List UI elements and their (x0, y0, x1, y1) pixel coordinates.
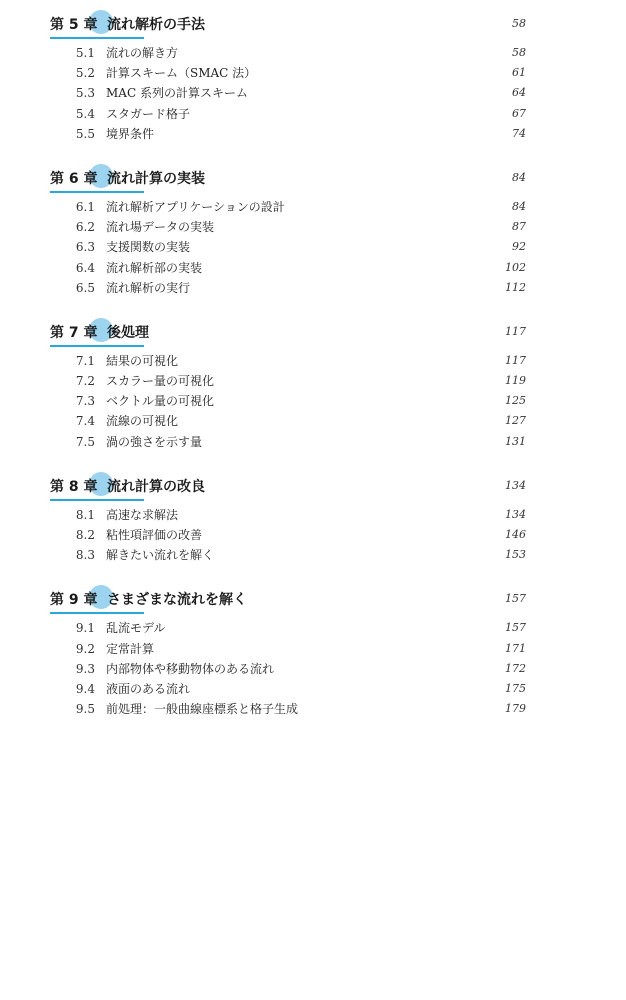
section-page-number: 74 (512, 126, 526, 140)
section-number: 7.4 (75, 414, 95, 429)
section-title: 高速な求解法 (106, 507, 179, 522)
section-number: 6.2 (75, 220, 95, 235)
section-entry[interactable] (0, 391, 626, 411)
section-page-number: 112 (505, 280, 526, 294)
section-number: 6.4 (75, 260, 95, 275)
section-title: 前処理：一般曲線座標系と格子生成 (106, 702, 299, 717)
section-number: 9.2 (75, 641, 95, 656)
section-entry[interactable] (0, 217, 626, 237)
chapter-page-number: 58 (512, 17, 526, 30)
section-list (0, 43, 626, 144)
section-number: 6.3 (75, 240, 95, 255)
chapter-page-number: 134 (505, 478, 526, 492)
section-entry[interactable] (0, 197, 626, 217)
section-title: MAC 系列の計算スキーム (106, 86, 248, 101)
section-title: 流線の可視化 (106, 414, 179, 429)
section-title: 流れ解析部の実装 (106, 260, 203, 275)
section-entry[interactable] (0, 237, 626, 257)
section-page-number: 58 (512, 46, 526, 59)
section-entry[interactable] (0, 432, 626, 452)
section-page-number: 153 (505, 548, 526, 562)
section-page-number: 102 (505, 260, 526, 274)
section-number: 5.2 (75, 66, 95, 81)
section-page-number: 131 (505, 434, 526, 448)
chapter-heading[interactable] (0, 162, 626, 193)
chapter-heading[interactable] (0, 583, 626, 614)
section-page-number: 179 (505, 702, 526, 716)
section-entry[interactable] (0, 43, 626, 63)
section-entry[interactable] (0, 351, 626, 371)
section-title: 支援関数の実装 (106, 240, 191, 255)
chapter-number: 第 6 章 (50, 170, 98, 187)
chapter-title: 流れ計算の改良 (107, 478, 205, 495)
section-number: 7.2 (75, 374, 95, 389)
section-entry[interactable] (0, 411, 626, 431)
chapter-block (0, 316, 626, 452)
section-page-number: 146 (505, 528, 526, 541)
section-list (0, 197, 626, 298)
chapter-underline (50, 499, 144, 501)
section-title: 流れ場データの実装 (106, 220, 215, 235)
chapter-page-number: 84 (512, 170, 526, 184)
section-page-number: 171 (505, 641, 526, 655)
section-title: ベクトル量の可視化 (106, 394, 215, 409)
section-title: 内部物体や移動物体のある流れ (106, 661, 275, 676)
section-title: 境界条件 (106, 126, 155, 141)
section-title: 流れの解き方 (106, 46, 179, 60)
section-number: 8.1 (75, 507, 95, 522)
chapter-underline (50, 612, 144, 614)
section-page-number: 172 (505, 661, 526, 675)
chapter-number: 第 5 章 (50, 17, 98, 33)
section-page-number: 64 (512, 86, 526, 100)
chapter-block (0, 583, 626, 719)
section-title: 流れ解析の実行 (106, 280, 191, 295)
section-title: スタガード格子 (106, 106, 191, 121)
section-page-number: 127 (505, 414, 526, 428)
section-number: 7.3 (75, 394, 95, 409)
section-title: スカラー量の可視化 (106, 374, 215, 389)
section-number: 5.1 (75, 46, 95, 60)
section-page-number: 134 (505, 507, 526, 521)
section-number: 8.3 (75, 548, 95, 563)
table-of-contents (0, 8, 626, 737)
section-number: 7.5 (75, 434, 95, 449)
section-entry[interactable] (0, 63, 626, 83)
section-page-number: 92 (512, 240, 526, 254)
chapter-block (0, 162, 626, 298)
chapter-number: 第 7 章 (50, 324, 98, 341)
section-entry[interactable] (0, 618, 626, 638)
section-page-number: 117 (505, 353, 526, 367)
section-number: 8.2 (75, 528, 95, 542)
section-page-number: 119 (505, 374, 526, 388)
chapter-page-number: 117 (505, 324, 526, 338)
chapter-number: 第 8 章 (50, 478, 98, 495)
section-entry[interactable] (0, 679, 626, 699)
section-entry[interactable] (0, 699, 626, 719)
chapter-underline (50, 37, 144, 39)
section-title: 流れ解析アプリケーションの設計 (106, 199, 285, 214)
section-page-number: 125 (505, 394, 526, 408)
section-page-number: 87 (512, 220, 526, 234)
section-number: 6.1 (75, 199, 95, 214)
chapter-heading[interactable] (0, 8, 626, 39)
section-list (0, 351, 626, 452)
section-entry[interactable] (0, 371, 626, 391)
section-number: 9.3 (75, 661, 95, 676)
section-entry[interactable] (0, 659, 626, 679)
section-number: 9.1 (75, 621, 95, 636)
chapter-number: 第 9 章 (50, 592, 98, 609)
chapter-title: さまざまな流れを解く (107, 592, 247, 609)
chapter-underline (50, 345, 144, 347)
section-title: 渦の強さを示す量 (106, 434, 203, 449)
section-list (0, 618, 626, 719)
section-title: 計算スキーム（SMAC 法） (106, 66, 257, 81)
section-title: 液面のある流れ (106, 681, 191, 696)
chapter-title: 流れ計算の実装 (107, 170, 205, 187)
section-page-number: 84 (512, 199, 526, 213)
section-number: 9.5 (75, 702, 95, 717)
chapter-page-number: 157 (505, 592, 526, 606)
section-number: 5.5 (75, 126, 95, 141)
chapter-heading[interactable] (0, 316, 626, 347)
section-number: 9.4 (75, 681, 95, 696)
section-entry[interactable] (0, 505, 626, 525)
section-page-number: 61 (512, 66, 526, 80)
section-number: 5.4 (75, 106, 95, 121)
section-page-number: 67 (512, 106, 526, 120)
section-entry[interactable] (0, 104, 626, 124)
section-entry[interactable] (0, 545, 626, 565)
section-title: 定常計算 (106, 641, 155, 656)
section-page-number: 157 (505, 621, 526, 635)
section-title: 粘性項評価の改善 (106, 528, 203, 542)
section-list (0, 505, 626, 566)
section-number: 5.3 (75, 86, 95, 101)
section-entry[interactable] (0, 83, 626, 103)
section-title: 結果の可視化 (106, 353, 179, 368)
section-number: 7.1 (75, 353, 95, 368)
chapter-block (0, 470, 626, 566)
section-entry[interactable] (0, 258, 626, 278)
section-entry[interactable] (0, 124, 626, 144)
chapter-title: 後処理 (107, 324, 149, 341)
section-page-number: 175 (505, 681, 526, 695)
section-number: 6.5 (75, 280, 95, 295)
chapter-title: 流れ解析の手法 (107, 17, 205, 33)
chapter-underline (50, 191, 144, 193)
chapter-block (0, 8, 626, 144)
chapter-heading[interactable] (0, 470, 626, 501)
section-entry[interactable] (0, 639, 626, 659)
section-title: 解きたい流れを解く (106, 548, 215, 563)
section-title: 乱流モデル (106, 621, 166, 636)
section-entry[interactable] (0, 525, 626, 545)
section-entry[interactable] (0, 278, 626, 298)
